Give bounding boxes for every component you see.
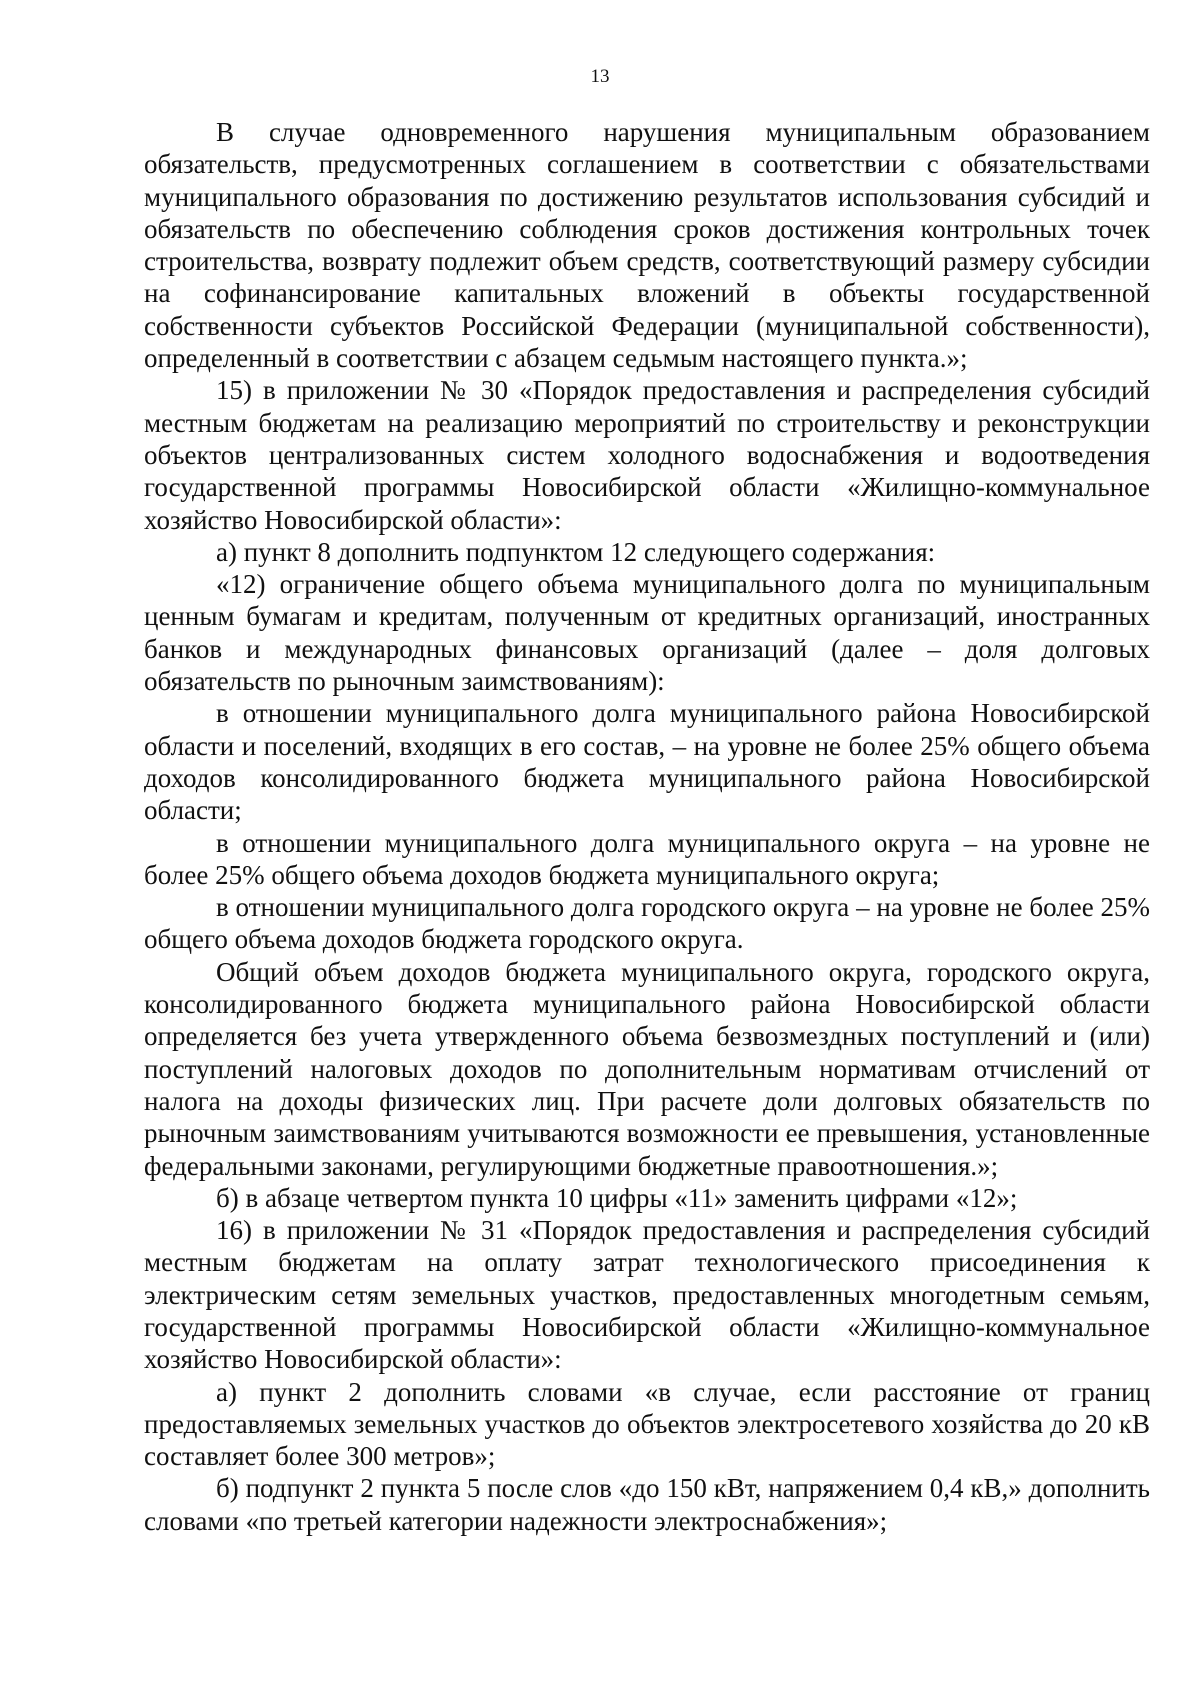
document-body	[144, 116, 1150, 1537]
paragraph-municipal-okrug-debt: в отношении муниципального долга муниципального округа – на уровне не более 25% общего объема доходов бюджета муниципального округа;	[144, 827, 1150, 890]
paragraph-item-15b: б) в абзаце четвертом пункта 10 цифры «11» заменить цифрами «12»;	[216, 1182, 1018, 1213]
paragraph-item-16a: а) пункт 2 дополнить словами «в случае, если расстояние от границ предоставляемых земельных участков до объектов электросетевого хозяйства до 20 кВ составляет более 300 метров»;	[144, 1376, 1150, 1472]
paragraph-item-15: 15) в приложении № 30 «Порядок предоставления и распределения субсидий местным бюджетам на реализацию мероприятий по строительству и реконструкции объектов централизованных систем холодного водоснабжения и водоотведения государственной программы Новосибирской области «Жилищно-коммунальное хозяйство Новосибирской области»:	[144, 375, 1150, 535]
page-number: 13	[590, 66, 610, 87]
paragraph-item-16b: б) подпункт 2 пункта 5 после слов «до 150 кВт, напряжением 0,4 кВ,» дополнить словами «по третьей категории надежности электроснабжения»;	[144, 1473, 1150, 1536]
paragraph-violation-refund: В случае одновременного нарушения муниципальным образованием обязательств, предусмотренных соглашением в соответствии с обязательствами муниципального образования по достижению результатов использования субсидий и обязательств по обеспечению соблюдения сроков достижения контрольных точек строительства, возврату подлежит объем средств, соответствующий размеру субсидии на софинансирование капитальных вложений в объекты государственной собственности субъектов Российской Федерации (муниципальной собственности), определенный в соответствии с абзацем седьмым настоящего пункта.»;	[144, 117, 1150, 374]
paragraph-subitem-12: «12) ограничение общего объема муниципального долга по муниципальным ценным бумагам и кредитам, полученным от кредитных организаций, иностранных банков и международных финансовых организаций (далее – доля долговых обязательств по рыночным заимствованиям):	[144, 569, 1150, 697]
paragraph-total-revenue: Общий объем доходов бюджета муниципального округа, городского округа, консолидированного бюджета муниципального района Новосибирской области определяется без учета утвержденного объема безвозмездных поступлений и (или) поступлений налоговых доходов по дополнительным нормативам отчислений от налога на доходы физических лиц. При расчете доли долговых обязательств по рыночным заимствованиям учитываются возможности ее превышения, установленные федеральными законами, регулирующими бюджетные правоотношения.»;	[144, 956, 1150, 1181]
paragraph-item-15a: а) пункт 8 дополнить подпунктом 12 следующего содержания:	[216, 536, 936, 567]
paragraph-municipal-district-debt: в отношении муниципального долга муниципального района Новосибирской области и поселений, входящих в его состав, – на уровне не более 25% общего объема доходов консолидированного бюджета муниципального района Новосибирской области;	[144, 698, 1150, 826]
paragraph-item-16: 16) в приложении № 31 «Порядок предоставления и распределения субсидий местным бюджетам на оплату затрат технологического присоединения к электрическим сетям земельных участков, предоставленных многодетным семьям, государственной программы Новосибирской области «Жилищно-коммунальное хозяйство Новосибирской области»:	[144, 1215, 1150, 1375]
paragraph-city-okrug-debt: в отношении муниципального долга городского округа – на уровне не более 25% общего объема доходов бюджета городского округа.	[144, 892, 1150, 955]
